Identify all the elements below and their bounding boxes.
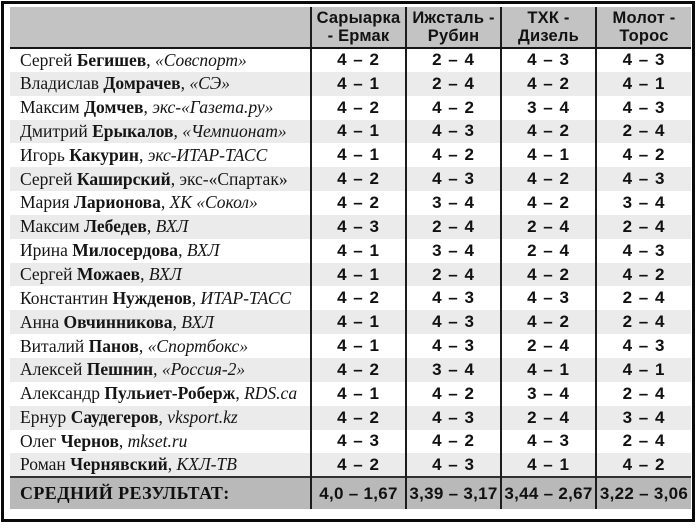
expert-name-cell — [10, 239, 311, 263]
score-cell: 4 – 2 — [501, 263, 596, 287]
expert-first-name: Роман — [20, 454, 66, 475]
name-separator: , — [158, 407, 168, 428]
score-cell: 4 – 2 — [406, 382, 501, 406]
score-cell: 4 – 1 — [501, 358, 596, 382]
score-cell: 4 – 1 — [311, 310, 406, 334]
expert-first-name: Дмитрий — [20, 120, 88, 141]
table-body — [10, 48, 691, 477]
expert-name-cell — [10, 358, 311, 382]
table-header — [10, 7, 691, 48]
score-cell: 2 – 4 — [406, 263, 501, 287]
score-cell: 4 – 3 — [406, 453, 501, 477]
score-cell: 3 – 4 — [501, 382, 596, 406]
table-row — [10, 382, 691, 406]
expert-name-cell — [10, 310, 311, 334]
name-separator: , — [178, 240, 187, 261]
expert-first-name: Алексей — [20, 359, 83, 380]
score-cell: 3 – 4 — [596, 406, 691, 430]
experts-column-header — [10, 7, 311, 48]
name-separator: , — [191, 287, 201, 308]
score-cell: 2 – 4 — [596, 286, 691, 310]
expert-first-name: Игорь — [20, 144, 65, 165]
name-separator: , — [143, 97, 153, 118]
header-line2: Рубин — [427, 27, 480, 45]
expert-name-cell — [10, 453, 311, 477]
table-row — [10, 167, 691, 191]
expert-affiliation: КХЛ-ТВ — [176, 454, 237, 475]
expert-surname: Какурин — [69, 144, 139, 165]
expert-affiliation: «СЭ» — [189, 73, 230, 94]
score-cell: 4 – 2 — [311, 191, 406, 215]
table-row — [10, 430, 691, 454]
score-cell: 3 – 4 — [406, 358, 501, 382]
table-row — [10, 72, 691, 96]
table-row — [10, 143, 691, 167]
header-line1: Молот - — [612, 9, 676, 27]
score-cell: 2 – 4 — [596, 310, 691, 334]
score-cell: 4 – 2 — [311, 167, 406, 191]
name-separator: , — [235, 383, 245, 404]
table-row — [10, 120, 691, 144]
expert-first-name: Александр — [20, 383, 100, 404]
expert-surname: Нужденов — [112, 287, 192, 308]
expert-surname: Бегишев — [76, 49, 147, 70]
name-separator: , — [173, 120, 183, 141]
expert-affiliation: «Спортбокс» — [147, 335, 249, 356]
expert-name-cell — [10, 96, 311, 120]
score-cell: 2 – 4 — [596, 120, 691, 144]
table-row — [10, 263, 691, 287]
table-row — [10, 406, 691, 430]
expert-name-cell — [10, 286, 311, 310]
expert-surname: Пешнин — [86, 359, 154, 380]
expert-affiliation: «Чемпионат» — [182, 120, 287, 141]
expert-name-cell — [10, 382, 311, 406]
score-cell: 4 – 3 — [406, 334, 501, 358]
average-row — [10, 477, 691, 509]
score-cell: 2 – 4 — [501, 215, 596, 239]
header-row — [10, 7, 691, 48]
name-separator: , — [146, 216, 156, 237]
name-separator: , — [140, 264, 149, 285]
score-cell: 4 – 3 — [311, 215, 406, 239]
expert-surname: Овчинникова — [63, 311, 173, 332]
score-cell: 4 – 3 — [596, 96, 691, 120]
expert-name-cell — [10, 334, 311, 358]
expert-surname: Можаев — [76, 264, 141, 285]
average-score-cell: 3,44 – 2,67 — [501, 477, 596, 509]
score-cell: 4 – 3 — [501, 430, 596, 454]
score-cell: 3 – 4 — [596, 191, 691, 215]
name-separator: , — [153, 359, 162, 380]
table-row — [10, 191, 691, 215]
table-row — [10, 239, 691, 263]
expert-surname: Милосердова — [72, 240, 179, 261]
expert-affiliation: ХК «Сокол» — [169, 192, 258, 213]
score-cell: 4 – 2 — [596, 453, 691, 477]
expert-first-name: Сергей — [20, 49, 73, 70]
expert-first-name: Сергей — [20, 264, 73, 285]
score-cell: 4 – 1 — [311, 143, 406, 167]
header-line1: Ижсталь - — [412, 9, 495, 27]
header-line1: Сарыарка — [316, 9, 401, 27]
expert-name-cell — [10, 120, 311, 144]
score-cell: 4 – 2 — [406, 430, 501, 454]
table-row — [10, 358, 691, 382]
expert-affiliation: экс-ИТАР-ТАСС — [147, 144, 268, 165]
score-cell: 4 – 3 — [406, 406, 501, 430]
score-cell: 4 – 3 — [596, 239, 691, 263]
score-cell: 4 – 1 — [501, 143, 596, 167]
score-cell: 4 – 2 — [501, 310, 596, 334]
expert-name-cell — [10, 215, 311, 239]
score-cell: 4 – 1 — [311, 382, 406, 406]
average-score-cell: 3,22 – 3,06 — [596, 477, 691, 509]
name-separator: , — [180, 73, 190, 94]
score-cell: 4 – 1 — [311, 120, 406, 144]
expert-first-name: Владислав — [20, 73, 99, 94]
name-separator: , — [138, 335, 148, 356]
table-row — [10, 334, 691, 358]
expert-surname: Ларионова — [73, 192, 161, 213]
expert-affiliation: ВХЛ — [181, 311, 215, 332]
score-cell: 4 – 3 — [406, 120, 501, 144]
name-separator: , — [172, 311, 182, 332]
column-header-izhstal-rubin — [406, 7, 501, 48]
expert-first-name: Олег — [20, 430, 57, 451]
expert-name-cell — [10, 72, 311, 96]
score-cell: 4 – 3 — [501, 48, 596, 72]
score-cell: 4 – 2 — [311, 406, 406, 430]
score-cell: 4 – 3 — [311, 430, 406, 454]
name-separator: , — [160, 192, 170, 213]
name-separator: , — [167, 454, 177, 475]
table-row — [10, 286, 691, 310]
header-line1: ТХК - — [527, 9, 570, 27]
expert-first-name: Ирина — [20, 240, 68, 261]
score-cell: 4 – 1 — [311, 334, 406, 358]
column-header-saryarka-ermak — [311, 7, 406, 48]
expert-first-name: Сергей — [20, 168, 73, 189]
score-cell: 4 – 1 — [311, 72, 406, 96]
table-row — [10, 453, 691, 477]
score-cell: 4 – 3 — [596, 48, 691, 72]
expert-first-name: Максим — [20, 97, 80, 118]
expert-affiliation: ВХЛ — [186, 240, 220, 261]
expert-first-name: Виталий — [20, 335, 85, 356]
expert-name-cell — [10, 406, 311, 430]
expert-name-cell — [10, 48, 311, 72]
name-separator: , — [138, 144, 148, 165]
expert-surname: Пульиет-Роберж — [104, 383, 236, 404]
score-cell: 2 – 4 — [406, 48, 501, 72]
average-score-cell: 4,0 – 1,67 — [311, 477, 406, 509]
average-label: СРЕДНИЙ РЕЗУЛЬТАТ: — [10, 477, 311, 509]
score-cell: 2 – 4 — [501, 406, 596, 430]
header-line2: Дизель — [518, 27, 579, 45]
score-cell: 4 – 1 — [596, 72, 691, 96]
score-cell: 4 – 2 — [501, 120, 596, 144]
expert-surname: Панов — [88, 335, 139, 356]
predictions-table — [10, 7, 691, 509]
header-line2: - Ермак — [327, 27, 390, 45]
score-cell: 2 – 4 — [596, 215, 691, 239]
predictions-table-wrap — [10, 7, 691, 509]
expert-surname: Чернов — [60, 430, 119, 451]
expert-affiliation: vksport.kz — [167, 407, 238, 428]
score-cell: 4 – 3 — [596, 334, 691, 358]
expert-surname: Каширский — [76, 168, 171, 189]
expert-name-cell — [10, 430, 311, 454]
score-cell: 4 – 2 — [406, 143, 501, 167]
score-cell: 4 – 3 — [406, 310, 501, 334]
score-cell: 4 – 2 — [501, 72, 596, 96]
score-cell: 4 – 3 — [406, 167, 501, 191]
score-cell: 2 – 4 — [501, 334, 596, 358]
score-cell: 4 – 3 — [596, 167, 691, 191]
expert-surname: Домчев — [83, 97, 144, 118]
score-cell: 4 – 2 — [406, 96, 501, 120]
expert-first-name: Ернур — [20, 407, 67, 428]
score-cell: 4 – 2 — [311, 48, 406, 72]
score-cell: 4 – 1 — [311, 239, 406, 263]
score-cell: 3 – 4 — [406, 239, 501, 263]
expert-name-cell — [10, 191, 311, 215]
expert-affiliation: ВХЛ — [155, 216, 189, 237]
score-cell: 4 – 2 — [501, 167, 596, 191]
column-header-thk-dizel — [501, 7, 596, 48]
expert-surname: Лебедев — [83, 216, 147, 237]
score-cell: 4 – 2 — [311, 453, 406, 477]
expert-affiliation: ВХЛ — [148, 264, 182, 285]
score-cell: 4 – 1 — [501, 453, 596, 477]
expert-first-name: Константин — [20, 287, 109, 308]
expert-first-name: Анна — [20, 311, 60, 332]
expert-surname: Чернявский — [70, 454, 168, 475]
expert-name-cell — [10, 167, 311, 191]
score-cell: 2 – 4 — [406, 215, 501, 239]
score-cell: 4 – 2 — [311, 96, 406, 120]
expert-affiliation: экс-«Спартак» — [179, 168, 288, 189]
score-cell: 4 – 2 — [596, 263, 691, 287]
table-row — [10, 48, 691, 72]
name-separator: , — [118, 430, 128, 451]
score-cell: 3 – 4 — [501, 96, 596, 120]
expert-affiliation: «Россия-2» — [161, 359, 246, 380]
expert-affiliation: RDS.ca — [244, 383, 298, 404]
table-row — [10, 96, 691, 120]
score-cell: 2 – 4 — [596, 382, 691, 406]
expert-first-name: Максим — [20, 216, 80, 237]
score-cell: 4 – 2 — [501, 191, 596, 215]
table-row — [10, 310, 691, 334]
score-cell: 4 – 2 — [596, 143, 691, 167]
expert-surname: Ерыкалов — [92, 120, 174, 141]
score-cell: 2 – 4 — [406, 72, 501, 96]
expert-affiliation: mkset.ru — [127, 430, 188, 451]
expert-affiliation: ИТАР-ТАСС — [200, 287, 292, 308]
score-cell: 4 – 2 — [311, 358, 406, 382]
average-score-cell: 3,39 – 3,17 — [406, 477, 501, 509]
name-separator: , — [146, 49, 155, 70]
score-cell: 4 – 3 — [406, 286, 501, 310]
expert-affiliation: «Совспорт» — [154, 49, 247, 70]
score-cell: 4 – 1 — [596, 358, 691, 382]
expert-name-cell — [10, 143, 311, 167]
expert-surname: Домрачев — [103, 73, 181, 94]
score-cell: 3 – 4 — [406, 191, 501, 215]
score-cell: 2 – 4 — [596, 430, 691, 454]
expert-affiliation: экс-«Газета.ру» — [152, 97, 274, 118]
expert-name-cell — [10, 263, 311, 287]
score-cell: 4 – 3 — [501, 286, 596, 310]
score-cell: 4 – 2 — [311, 286, 406, 310]
name-separator: , — [170, 168, 180, 189]
score-cell: 2 – 4 — [501, 239, 596, 263]
score-cell: 4 – 1 — [311, 263, 406, 287]
table-footer — [10, 477, 691, 509]
table-row — [10, 215, 691, 239]
expert-surname: Саудегеров — [70, 407, 159, 428]
column-header-molot-toros — [596, 7, 691, 48]
expert-first-name: Мария — [20, 192, 70, 213]
header-line2: Торос — [619, 27, 669, 45]
